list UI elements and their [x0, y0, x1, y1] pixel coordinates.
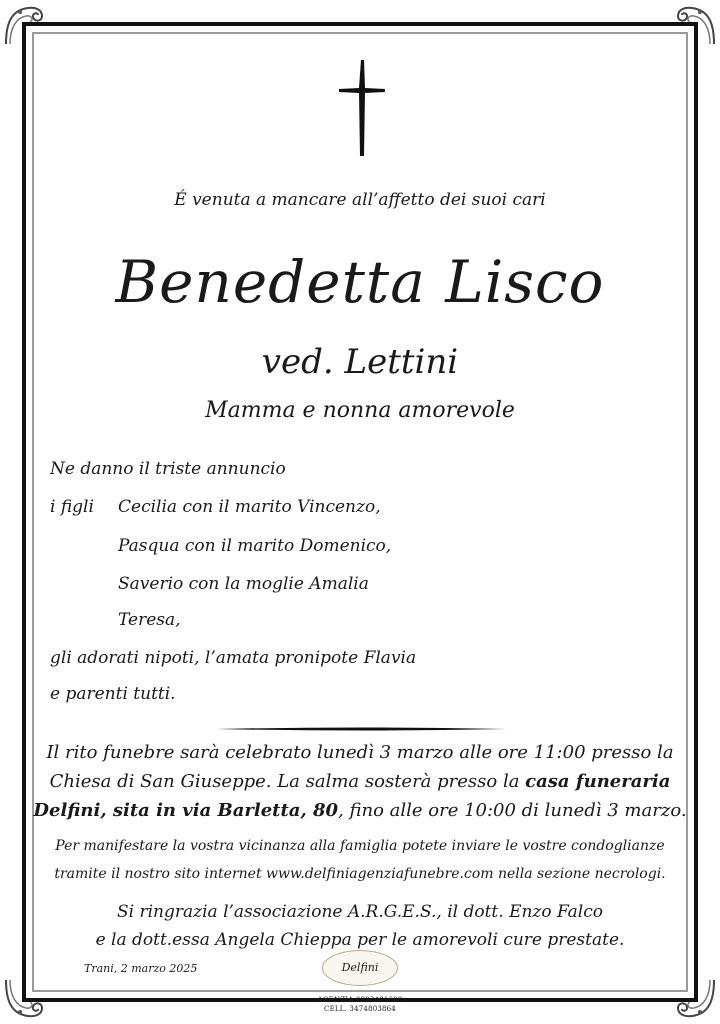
- corner-ornament-icon: [672, 976, 718, 1022]
- ceremony-text: [0, 738, 720, 825]
- corner-ornament-icon: [2, 2, 48, 48]
- latin-cross-icon: [337, 58, 387, 158]
- deceased-name: Benedetta Lisco: [115, 248, 605, 316]
- agency-cell: CELL. 3474803864: [324, 1005, 396, 1013]
- logo-emblem: [322, 950, 398, 986]
- relatives-line: e parenti tutti.: [50, 684, 176, 704]
- grandchildren-line: gli adorati nipoti, l’amata pronipote Flavia: [50, 648, 417, 668]
- logo-name: Delfini: [341, 961, 379, 974]
- ceremony-line: [0, 767, 720, 796]
- condolences-line: tramite il nostro sito internet www.delfiniagenziafunebre.com nella sezione necrologi.: [54, 866, 666, 882]
- ceremony-text-part: Chiesa di San Giuseppe. La salma sosterà presso la: [49, 771, 526, 792]
- children-label: i figli: [50, 497, 94, 517]
- ceremony-line: Il rito funebre sarà celebrato lunedì 3 marzo alle ore 11:00 presso la: [46, 742, 674, 763]
- agency-phone: AGENZIA 0883481608: [317, 996, 403, 1004]
- child-entry: Teresa,: [118, 610, 181, 630]
- ceremony-text-part: , fino alle ore 10:00 di lunedì 3 marzo.: [338, 800, 687, 821]
- ceremony-line: [0, 796, 720, 825]
- widow-of: ved. Lettini: [261, 342, 459, 382]
- funeral-home-address: Delfini, sita in via Barletta, 80: [33, 800, 339, 821]
- divider: [216, 716, 506, 720]
- epithet: Mamma e nonna amorevole: [205, 398, 515, 423]
- child-entry: Pasqua con il marito Domenico,: [118, 536, 392, 556]
- funeral-home-label: casa funeraria: [525, 771, 671, 792]
- announcement-date: Trani, 2 marzo 2025: [84, 962, 198, 975]
- announcement-intro: Ne danno il triste annuncio: [50, 459, 286, 479]
- child-entry: Cecilia con il marito Vincenzo,: [118, 497, 381, 517]
- thanks-line: e la dott.essa Angela Chieppa per le amorevoli cure prestate.: [95, 930, 625, 950]
- thanks-text: [0, 898, 720, 954]
- thanks-line: Si ringrazia l’associazione A.R.G.E.S., il dott. Enzo Falco: [117, 902, 603, 922]
- agency-logo: [302, 950, 418, 1018]
- intro-text: É venuta a mancare all’affetto dei suoi cari: [174, 190, 546, 210]
- child-entry: Saverio con la moglie Amalia: [118, 574, 369, 594]
- condolences-text: [0, 832, 720, 888]
- condolences-line: Per manifestare la vostra vicinanza alla famiglia potete inviare le vostre condoglianze: [55, 838, 665, 854]
- corner-ornament-icon: [672, 2, 718, 48]
- corner-ornament-icon: [2, 976, 48, 1022]
